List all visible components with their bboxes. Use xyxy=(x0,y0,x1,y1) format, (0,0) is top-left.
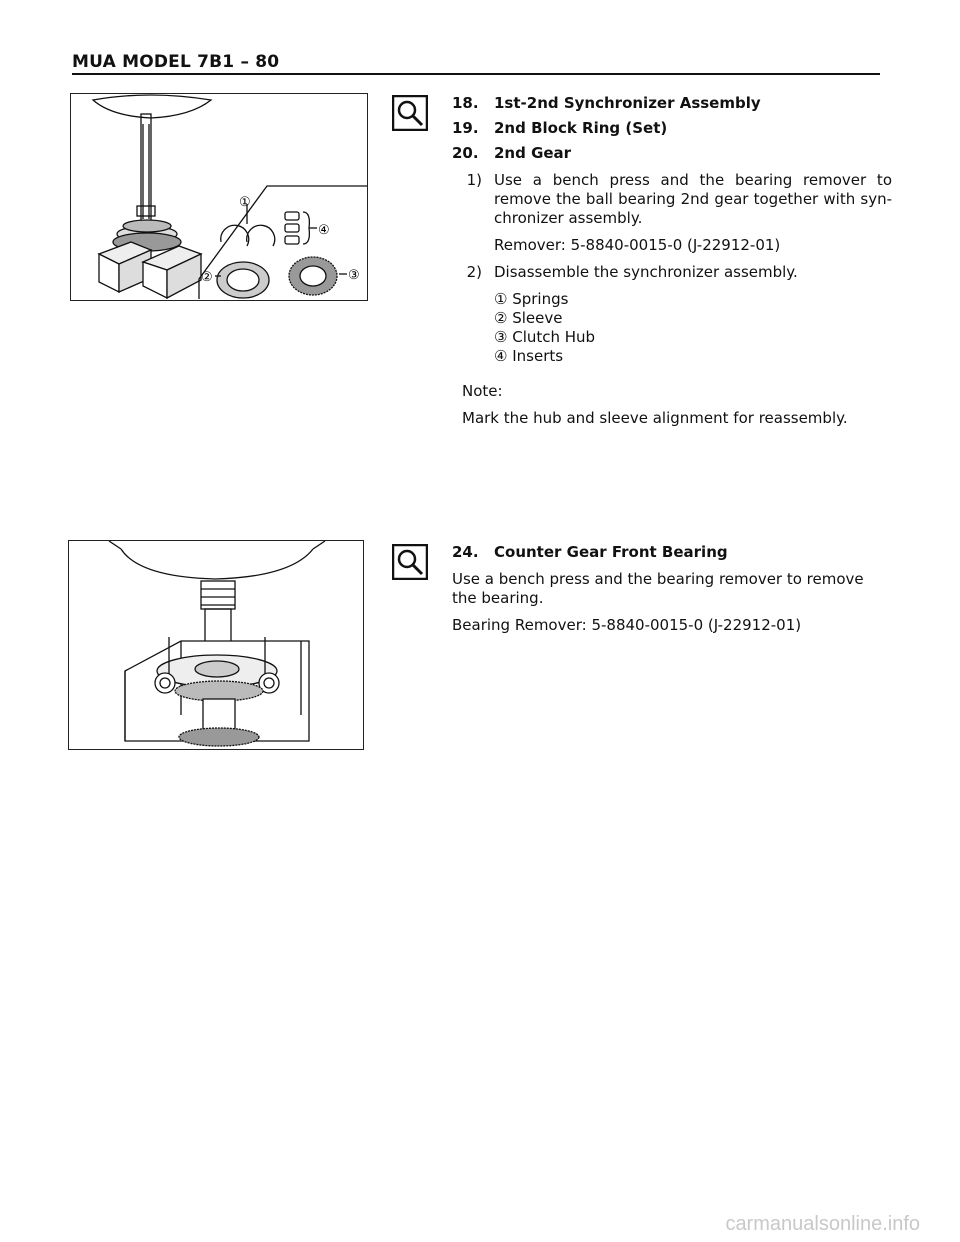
magnifier-icon xyxy=(392,95,428,131)
watermark: carmanualsonline.info xyxy=(725,1213,920,1235)
section-counter-gear xyxy=(452,543,892,635)
heading-19: 19. 2nd Block Ring (Set) xyxy=(452,119,668,137)
paragraph-instruction: Use a bench press and the bearing remover to remove the bearing. xyxy=(452,570,864,607)
note xyxy=(462,382,892,428)
section-synchronizer xyxy=(452,94,892,428)
part-inserts: ④ Inserts xyxy=(494,347,564,365)
callout-1: ① xyxy=(239,195,251,210)
part-springs: ① Springs xyxy=(494,290,569,308)
heading-24: 24. Counter Gear Front Bearing xyxy=(452,543,728,561)
figure-counter-gear-bearing xyxy=(68,540,364,750)
figure-synchronizer-disassembly xyxy=(70,93,368,301)
heading-20: 20. 2nd Gear xyxy=(452,144,572,162)
figure-2-drawing xyxy=(69,541,363,749)
page-header: MUA MODEL 7B1 – 80 xyxy=(72,52,280,72)
paragraph-tool: Bearing Remover: 5-8840-0015-0 (J-22912-01) xyxy=(452,616,802,634)
note-label: Note: xyxy=(462,382,503,400)
callout-3: ③ xyxy=(348,268,360,283)
figure-1-drawing xyxy=(71,94,367,300)
callout-4: ④ xyxy=(318,223,330,238)
part-sleeve: ② Sleeve xyxy=(494,309,563,327)
step-2: 2) Disassemble the synchronizer assembly. xyxy=(466,263,798,281)
parts-list xyxy=(494,290,892,366)
note-text: Mark the hub and sleeve alignment for reassembly. xyxy=(462,409,848,427)
heading-18: 18. 1st-2nd Synchronizer Assembly xyxy=(452,94,761,112)
step-1: 1) Use a bench press and the bearing remover to remove the ball bearing 2nd gear together with syn-chronizer assembly. xyxy=(466,171,892,227)
magnifier-icon xyxy=(392,544,428,580)
callout-2: ② xyxy=(201,270,213,285)
header-rule xyxy=(72,73,880,75)
tool-remover: Remover: 5-8840-0015-0 (J-22912-01) xyxy=(494,236,781,254)
part-clutch-hub: ③ Clutch Hub xyxy=(494,328,596,346)
